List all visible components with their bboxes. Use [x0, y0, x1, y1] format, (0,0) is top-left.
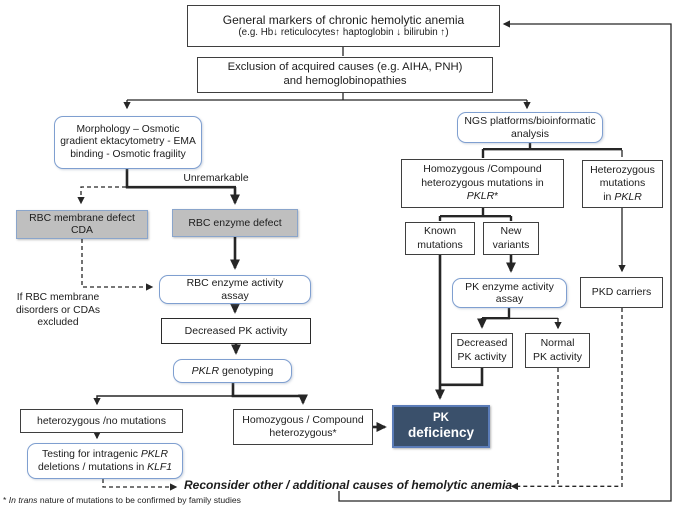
node-text: Homozygous /Compound	[423, 163, 542, 176]
node-text: General markers of chronic hemolytic anemia	[222, 12, 465, 27]
node-text: deficiency	[407, 425, 475, 441]
node-text: gradient ektacytometry - EMA	[60, 136, 196, 148]
line-homo-mutations-split	[440, 208, 511, 221]
node-text: Heterozygous	[590, 163, 655, 176]
node-text: PK activity	[457, 350, 507, 363]
label-text: disorders or CDAs	[15, 304, 101, 316]
node-text: assay	[495, 293, 524, 305]
node-text: RBC enzyme activity	[186, 277, 284, 290]
node-rbc-enzyme-defect	[172, 209, 298, 237]
node-pklr-genotyping	[173, 359, 292, 383]
node-text: PKD carriers	[591, 286, 652, 299]
gene-name: PKLR	[466, 190, 495, 203]
node-exclusion-acquired-causes	[197, 57, 493, 93]
gene-name: PKLR	[140, 449, 168, 460]
node-text: genotyping	[221, 364, 274, 377]
node-decreased-pk-activity	[161, 318, 311, 344]
dashed-membrane-to-assay	[82, 239, 152, 287]
footnote-text: nature of mutations to be confirmed by family studies	[39, 494, 241, 505]
node-text: mutations	[599, 177, 646, 190]
node-text: Testing for intragenic	[42, 449, 138, 460]
node-text: Known	[423, 224, 457, 237]
node-text: PK enzyme activity	[465, 280, 554, 293]
node-text: RBC enzyme defect	[188, 216, 282, 229]
node-new-variants	[483, 222, 539, 255]
node-heterozygous-no-mutations	[20, 409, 183, 433]
node-rbc-enzyme-activity-assay	[159, 275, 311, 304]
node-text: Exclusion of acquired causes (e.g. AIHA, PNH)	[227, 61, 463, 74]
node-text: CDA	[71, 224, 93, 236]
node-general-markers	[187, 5, 500, 47]
node-text: New	[500, 224, 522, 237]
node-text: mutations	[417, 238, 463, 251]
node-text: heterozygous mutations in	[421, 176, 544, 189]
line-ngs-split	[483, 143, 622, 158]
feedback-to-general-markers	[339, 24, 671, 501]
node-known-mutations	[405, 222, 475, 255]
dashed-to-membrane-defect	[81, 187, 126, 203]
node-rbc-membrane-defect-cda	[16, 210, 148, 239]
node-pk-deficiency	[392, 405, 490, 448]
node-text: PK	[433, 412, 449, 425]
line-pk-assay-down	[482, 308, 510, 319]
gene-name: KLF1	[147, 462, 173, 473]
node-text: PK activity	[532, 350, 582, 363]
node-testing-intragenic-pklr-klf1	[27, 443, 183, 479]
label-if-rbc-excluded	[6, 291, 110, 331]
node-text: heterozygous*	[269, 427, 337, 439]
arrow-genotyping-to-homozygous	[232, 396, 303, 403]
dashed-testing-to-reconsider	[103, 479, 176, 487]
label-unremarkable: Unremarkable	[183, 172, 249, 184]
gene-name: PKLR	[191, 364, 220, 377]
label-text: excluded	[37, 317, 79, 329]
node-text: Homozygous / Compound	[242, 414, 364, 427]
label-footnote	[3, 494, 241, 506]
node-text: deletions / mutations in	[37, 462, 145, 473]
footnote-star: *	[3, 494, 7, 505]
node-text: assay	[221, 289, 249, 302]
node-pkd-carriers	[580, 277, 663, 308]
node-text: in	[603, 190, 612, 203]
line-exclusion-split	[127, 93, 527, 100]
node-text: heterozygous /no mutations	[37, 414, 166, 427]
node-text: analysis	[511, 127, 549, 140]
node-ngs-analysis	[457, 112, 603, 143]
node-normal-pk-activity	[525, 333, 590, 368]
node-text: (e.g. Hb↓ reticulocytes↑ haptoglobin ↓ bilirubin ↑)	[238, 27, 449, 39]
node-text: *	[494, 190, 499, 203]
node-morphology-tests	[54, 116, 202, 169]
label-reconsider: Reconsider other / additional causes of hemolytic anemia	[184, 478, 513, 493]
gene-name: PKLR	[614, 190, 642, 203]
node-text: variants	[492, 238, 530, 251]
node-homozygous-compound-mutations-pklr	[401, 159, 564, 208]
node-text: Decreased PK activity	[184, 324, 288, 337]
node-text: binding - Osmotic fragility	[70, 148, 186, 160]
node-homozygous-compound-heterozygous	[233, 409, 373, 445]
node-pk-enzyme-activity-assay	[452, 278, 567, 308]
node-decreased-pk-activity-confirm	[451, 333, 513, 368]
node-text: NGS platforms/bioinformatic	[464, 115, 596, 128]
node-text: Morphology – Osmotic	[76, 123, 180, 135]
node-text: Normal	[540, 336, 575, 349]
arrow-assay-to-normal	[509, 318, 558, 328]
node-text: RBC membrane defect	[29, 212, 135, 224]
node-text: Decreased	[456, 336, 508, 349]
label-text: If RBC membrane	[16, 292, 100, 304]
node-text: and hemoglobinopathies	[283, 75, 407, 87]
footnote-italic: In trans	[8, 494, 38, 505]
arrow-genotyping-to-heterozygous	[97, 396, 233, 404]
line-decreased-confirm-join	[441, 368, 482, 385]
node-heterozygous-mutations-pklr	[582, 160, 663, 208]
